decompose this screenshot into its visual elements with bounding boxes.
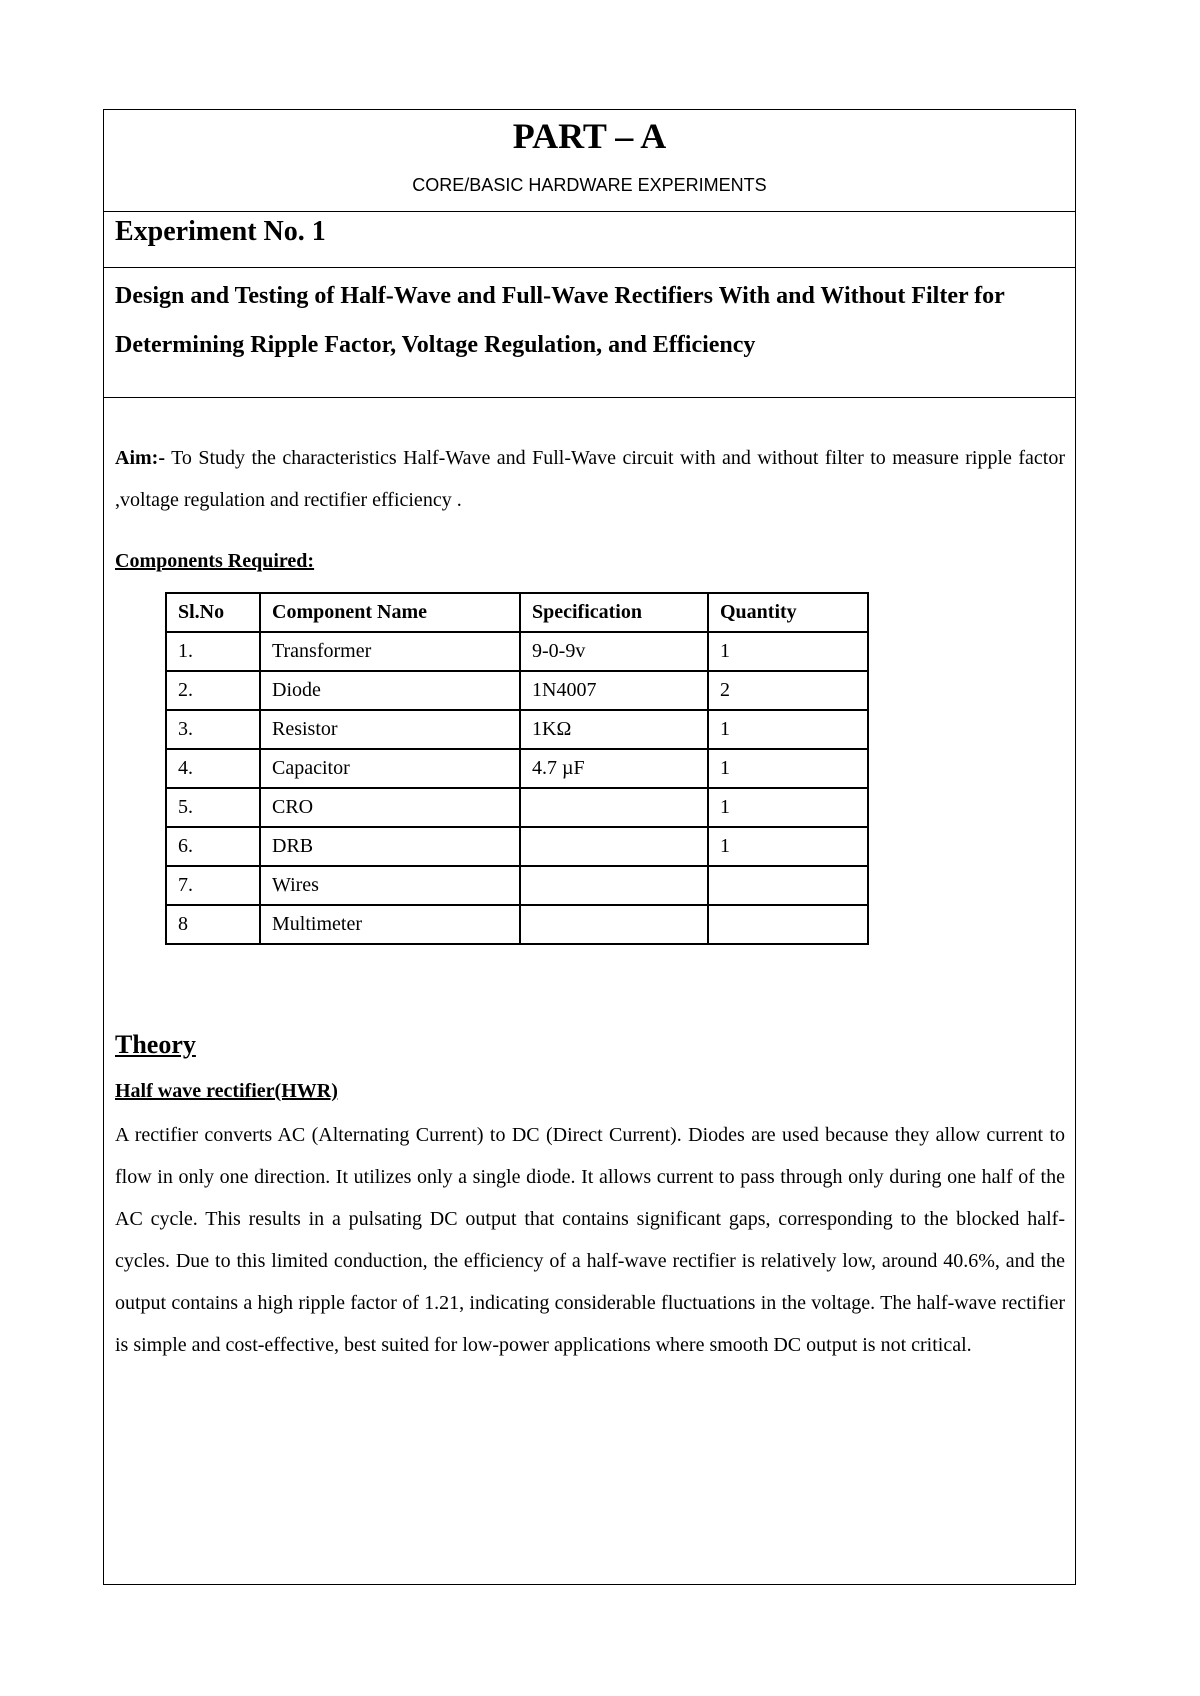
table-cell	[520, 866, 708, 905]
components-table	[165, 592, 869, 945]
column-header: Specification	[520, 593, 708, 632]
table-cell: 9-0-9v	[520, 632, 708, 671]
table-cell: 6.	[166, 827, 260, 866]
table-cell: 1KΩ	[520, 710, 708, 749]
part-subtitle: CORE/BASIC HARDWARE EXPERIMENTS	[412, 175, 767, 195]
part-title: PART – A	[512, 116, 667, 156]
divider	[104, 211, 1075, 212]
table-row	[166, 671, 868, 710]
table-cell: CRO	[260, 788, 520, 827]
table-cell: 1	[708, 827, 868, 866]
table-cell: 7.	[166, 866, 260, 905]
table-row	[166, 905, 868, 944]
table-cell	[520, 788, 708, 827]
column-header: Quantity	[708, 593, 868, 632]
table-cell: Resistor	[260, 710, 520, 749]
table-cell: 2	[708, 671, 868, 710]
table-cell: Transformer	[260, 632, 520, 671]
table-cell	[708, 905, 868, 944]
experiment-number: Experiment No. 1	[115, 216, 326, 247]
table-cell: 3.	[166, 710, 260, 749]
table-cell	[520, 827, 708, 866]
table-cell: 2.	[166, 671, 260, 710]
hwr-subheading: Half wave rectifier(HWR)	[115, 1080, 338, 1102]
table-cell: 1N4007	[520, 671, 708, 710]
aim-label: Aim:-	[115, 447, 165, 469]
table-row	[166, 749, 868, 788]
table-cell: 5.	[166, 788, 260, 827]
aim-text: To Study the characteristics Half-Wave and Full-Wave circuit with and without filter to measure ripple factor ,voltage regulation and rectifier efficiency .	[115, 447, 1065, 511]
table-cell: DRB	[260, 827, 520, 866]
table-cell: 1	[708, 710, 868, 749]
table-cell: Wires	[260, 866, 520, 905]
table-row	[166, 827, 868, 866]
table-cell: 8	[166, 905, 260, 944]
theory-heading: Theory	[115, 1030, 196, 1059]
table-cell: 1	[708, 788, 868, 827]
table-row	[166, 710, 868, 749]
components-heading: Components Required:	[115, 550, 315, 572]
column-header: Component Name	[260, 593, 520, 632]
table-cell: Capacitor	[260, 749, 520, 788]
table-cell	[708, 866, 868, 905]
document-frame	[103, 109, 1076, 1585]
theory-paragraph: A rectifier converts AC (Alternating Current) to DC (Direct Current). Diodes are used because they allow current to flow in only one direction. It utilizes only a single diode. It allows current to pass through only during one half of the AC cycle. This results in a pulsating DC output that contains significant gaps, corresponding to the blocked half-cycles. Due to this limited conduction, the efficiency of a half-wave rectifier is relatively low, around 40.6%, and the output contains a high ripple factor of 1.21, indicating considerable fluctuations in the voltage. The half-wave rectifier is simple and cost-effective, best suited for low-power applications where smooth DC output is not critical.	[115, 1124, 1065, 1356]
table-header-row	[166, 593, 868, 632]
table-row	[166, 632, 868, 671]
table-cell: Multimeter	[260, 905, 520, 944]
table-cell: 1.	[166, 632, 260, 671]
table-cell: Diode	[260, 671, 520, 710]
table-cell: 4.7 µF	[520, 749, 708, 788]
column-header: Sl.No	[166, 593, 260, 632]
table-row	[166, 788, 868, 827]
divider	[104, 397, 1075, 398]
table-row	[166, 866, 868, 905]
table-cell	[520, 905, 708, 944]
aim-paragraph	[115, 437, 1065, 521]
table-cell: 1	[708, 749, 868, 788]
experiment-title: Design and Testing of Half-Wave and Full-Wave Rectifiers With and Without Filter for Determining Ripple Factor, Voltage Regulation, and Efficiency	[115, 283, 1005, 358]
table-cell: 1	[708, 632, 868, 671]
table-cell: 4.	[166, 749, 260, 788]
divider	[104, 267, 1075, 268]
